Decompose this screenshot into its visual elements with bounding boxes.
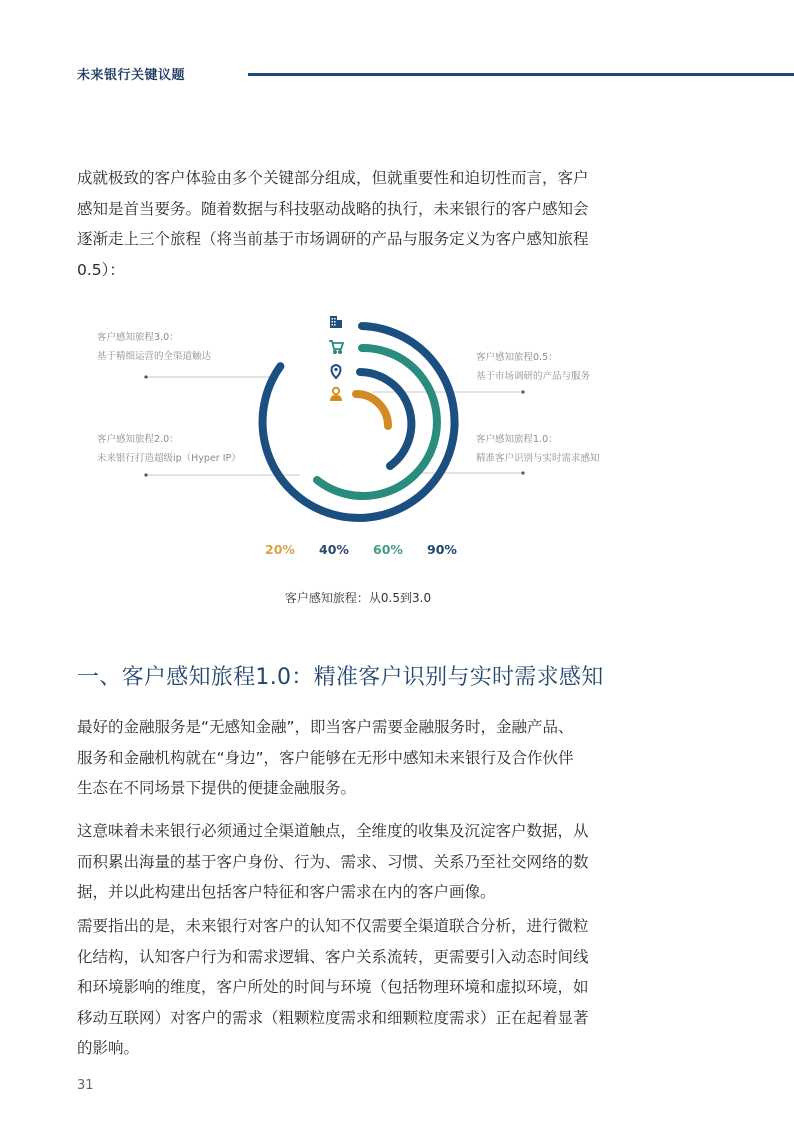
section-heading: 一、客户感知旅程1.0：精准客户识别与实时需求感知 — [77, 665, 604, 690]
label-desc: 基于市场调研的产品与服务 — [476, 371, 591, 382]
label-journey-1-0 — [476, 430, 600, 468]
percent-90: 90% — [427, 542, 457, 557]
arc-90-percent — [263, 326, 455, 518]
body-paragraph-1 — [77, 712, 637, 804]
percent-60: 60% — [373, 542, 403, 557]
intro-line: 0.5）： — [77, 260, 125, 279]
person-icon — [330, 388, 342, 401]
label-journey-0-5 — [476, 348, 590, 386]
body-paragraph-2 — [77, 816, 637, 908]
cart-icon — [329, 341, 343, 353]
paragraph-line: 而积累出海量的基于客户身份、行为、需求、习惯、关系乃至社交网络的数 — [77, 852, 589, 871]
paragraph-line: 的影响。 — [77, 1039, 140, 1057]
paragraph-line: 服务和金融机构就在“身边”，客户能够在无形中感知未来银行及合作伙伴 — [77, 748, 574, 767]
location-pin-icon — [332, 365, 341, 378]
page-number: 31 — [77, 1078, 94, 1093]
paragraph-line: 最好的金融服务是“无感知金融”，即当客户需要金融服务时，金融产品、 — [77, 718, 574, 736]
percent-20: 20% — [265, 542, 295, 557]
label-title: 客户感知旅程0.5： — [476, 352, 558, 363]
percentage-legend — [265, 542, 481, 557]
label-title: 客户感知旅程3.0： — [97, 332, 179, 343]
arc-60-percent — [317, 348, 437, 496]
label-desc: 未来银行打造超级ip（Hyper IP） — [97, 453, 241, 464]
arc-20-percent — [356, 394, 388, 426]
label-title: 客户感知旅程1.0： — [476, 434, 558, 445]
intro-paragraph — [77, 163, 637, 285]
intro-line: 逐渐走上三个旅程（将当前基于市场调研的产品与服务定义为客户感知旅程 — [77, 230, 589, 248]
building-icon — [330, 316, 342, 328]
paragraph-line: 移动互联网）对客户的需求（粗颗粒度需求和细颗粒度需求）正在起着显著 — [77, 1008, 589, 1027]
paragraph-line: 需要指出的是，未来银行对客户的认知不仅需要全渠道联合分析，进行微粒 — [77, 917, 589, 935]
figure-caption: 客户感知旅程：从0.5到3.0 — [284, 591, 432, 605]
paragraph-line: 据，并以此构建出包括客户特征和客户需求在内的客户画像。 — [77, 883, 496, 901]
header-title: 未来银行关键议题 — [77, 68, 186, 83]
intro-line: 感知是首当要务。随着数据与科技驱动战略的执行，未来银行的客户感知会 — [77, 199, 589, 218]
paragraph-line: 这意味着未来银行必须通过全渠道触点，全维度的收集及沉淀客户数据，从 — [77, 822, 589, 840]
arc-40-percent — [360, 372, 411, 466]
label-title: 客户感知旅程2.0： — [97, 434, 179, 445]
paragraph-line: 生态在不同场景下提供的便捷金融服务。 — [77, 779, 357, 797]
header-rule-divider — [248, 73, 794, 76]
body-paragraph-3 — [77, 911, 637, 1064]
intro-line: 成就极致的客户体验由多个关键部分组成，但就重要性和迫切性而言，客户 — [77, 169, 589, 187]
paragraph-line: 化结构，认知客户行为和需求逻辑、客户关系流转，更需要引入动态时间线 — [77, 947, 589, 966]
label-desc: 基于精细运营的全渠道触达 — [97, 351, 212, 362]
label-desc: 精准客户识别与实时需求感知 — [476, 453, 600, 464]
percent-40: 40% — [319, 542, 349, 557]
label-journey-2-0 — [97, 430, 241, 468]
paragraph-line: 和环境影响的维度，客户所处的时间与环境（包括物理环境和虚拟环境，如 — [77, 978, 589, 996]
label-journey-3-0 — [97, 328, 211, 366]
